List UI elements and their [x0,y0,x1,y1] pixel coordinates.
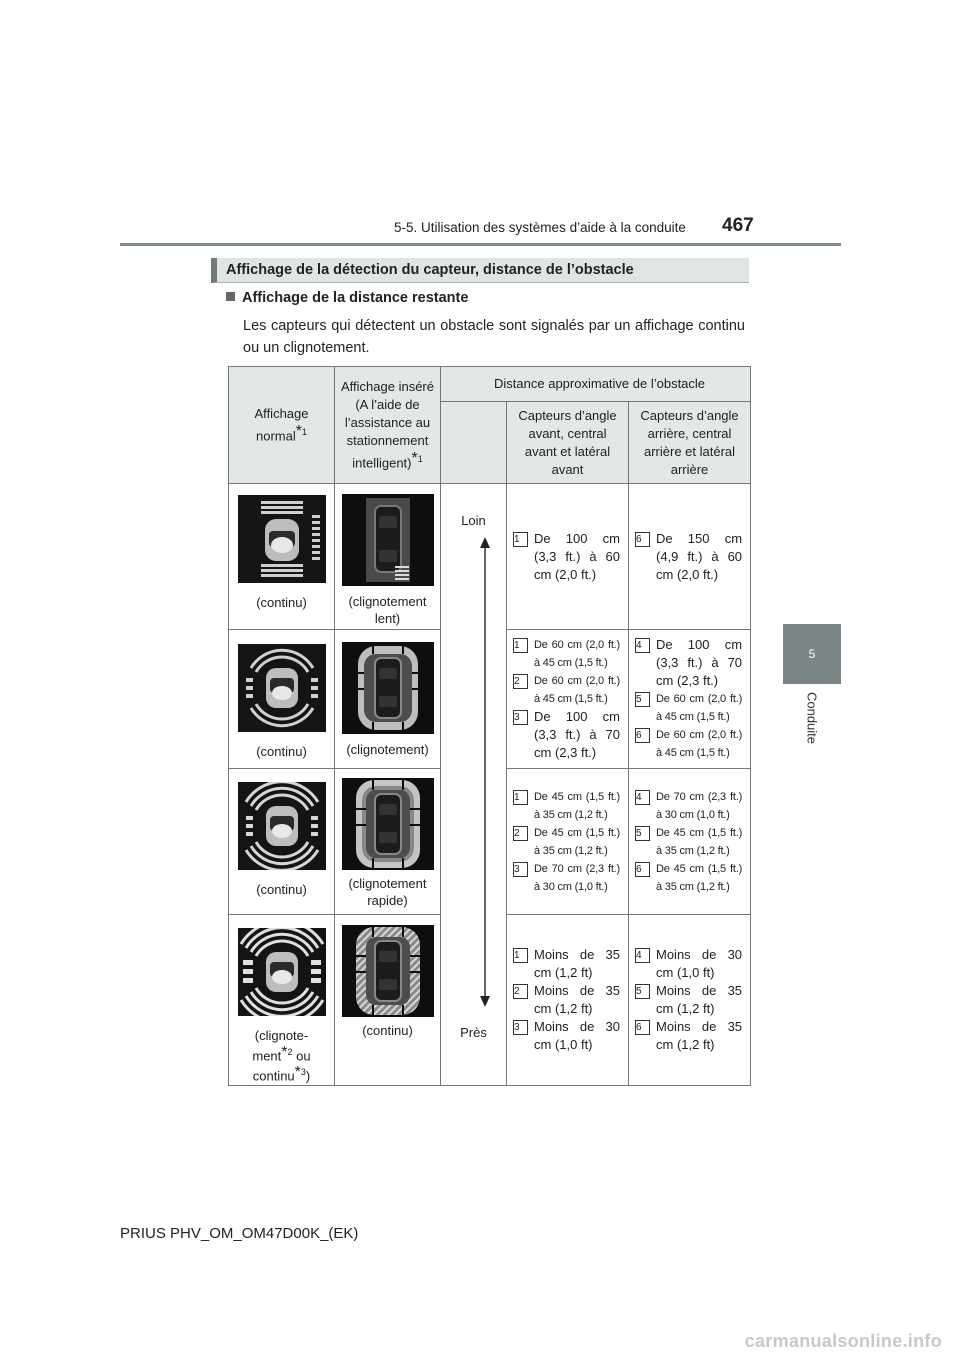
inset-display-cell: (clignotement lent) [335,484,441,630]
inset-display-cell: (clignotement rapide) [335,769,441,915]
inset-display-image [342,494,434,586]
distance-table [228,366,751,1086]
front-distance-cell: 1 De 60 cm (2,0 ft.) à 45 cm (1,5 ft.) 2 De 60 cm (2,0 ft.) à 45 cm (1,5 ft.) 3 De 100 cm (3,3 ft.) à 70 cm (2,3 ft.) [507,630,629,769]
header-normal-display: Affichage normal*$^1$ [229,367,335,484]
intro-paragraph: Les capteurs qui détectent un obstacle sont signalés par un affichage continu ou un clignotement. [243,318,745,356]
section-title: Affichage de la détection du capteur, distance de l’obstacle [211,258,749,283]
asterisk-note: * [411,449,418,467]
near-label: Près [460,1025,487,1040]
far-label: Loin [461,513,486,528]
rear-distance-cell: 4 Moins de 30 cm (1,0 ft) 5 Moins de 35 cm (1,2 ft) 6 Moins de 35 cm (1,2 ft) [629,915,751,1086]
chapter-tab: 5 [783,624,841,684]
manual-code-footer: PRIUS PHV_OM_OM47D00K_(EK) [120,1225,359,1242]
square-bullet-icon [226,292,235,301]
normal-display-cell: (continu) [229,769,335,915]
inset-display-image [342,778,434,870]
distance-arrow-cell [441,484,507,1086]
inset-display-image [342,925,434,1017]
normal-display-cell: (continu) [229,630,335,769]
subheading: Affichage de la distance restante [226,290,468,306]
asterisk-note: * [294,1064,301,1082]
header-distance: Distance approximative de l’obstacle [441,367,751,402]
table-row [229,484,751,630]
asterisk-note: * [295,422,302,440]
inset-display-cell: (clignotement) [335,630,441,769]
header-rear-sensors: Capteurs d’angle arrière, central arrière et latéral arrière [629,402,751,484]
rear-distance-cell: 4 De 100 cm (3,3 ft.) à 70 cm (2,3 ft.) 5 De 60 cm (2,0 ft.) à 45 cm (1,5 ft.) 6 De 60 cm (2,0 ft.) à 45 cm (1,5 ft.) [629,630,751,769]
header-rule [120,243,841,246]
rear-distance-cell: 4 De 70 cm (2,3 ft.) à 30 cm (1,0 ft.) 5 De 45 cm (1,5 ft.) à 35 cm (1,2 ft.) 6 De 45 cm (1,5 ft.) à 35 cm (1,2 ft.) [629,769,751,915]
front-distance-cell: 1 De 100 cm (3,3 ft.) à 60 cm (2,0 ft.) [507,484,629,630]
page-number: 467 [722,215,754,236]
asterisk-note: * [281,1044,288,1061]
front-distance-cell: 1 Moins de 35 cm (1,2 ft) 2 Moins de 35 cm (1,2 ft) 3 Moins de 30 cm (1,0 ft) [507,915,629,1086]
normal-display-image [238,928,326,1016]
site-watermark: carmanualsonline.info [744,1331,942,1351]
inset-display-cell: (continu) [335,915,441,1086]
running-header: 5-5. Utilisation des systèmes d’aide à la conduite [394,220,686,235]
distance-arrow-icon [479,537,491,1007]
rear-distance-cell: 6 De 150 cm (4,9 ft.) à 60 cm (2,0 ft.) [629,484,751,630]
header-front-sensors: Capteurs d’angle avant, central avant et latéral avant [507,402,629,484]
header-distance-spacer [441,402,507,484]
inset-display-image [342,642,434,734]
chapter-label: Conduite [804,691,820,745]
normal-display-cell: (continu) [229,484,335,630]
normal-display-image [238,782,326,870]
normal-display-image [238,495,326,583]
normal-display-image [238,644,326,732]
normal-display-cell [229,915,335,1086]
header-inset-display: Affichage inséré (A l’aide de l’assistance au stationnement intelligent)*$^1$ [335,367,441,484]
blink-or-steady-caption: (clignote- ment*$^2$ ou continu*$^3$) [252,1028,311,1084]
front-distance-cell: 1 De 45 cm (1,5 ft.) à 35 cm (1,2 ft.) 2 De 45 cm (1,5 ft.) à 35 cm (1,2 ft.) 3 De 70 cm (2,3 ft.) à 30 cm (1,0 ft.) [507,769,629,915]
